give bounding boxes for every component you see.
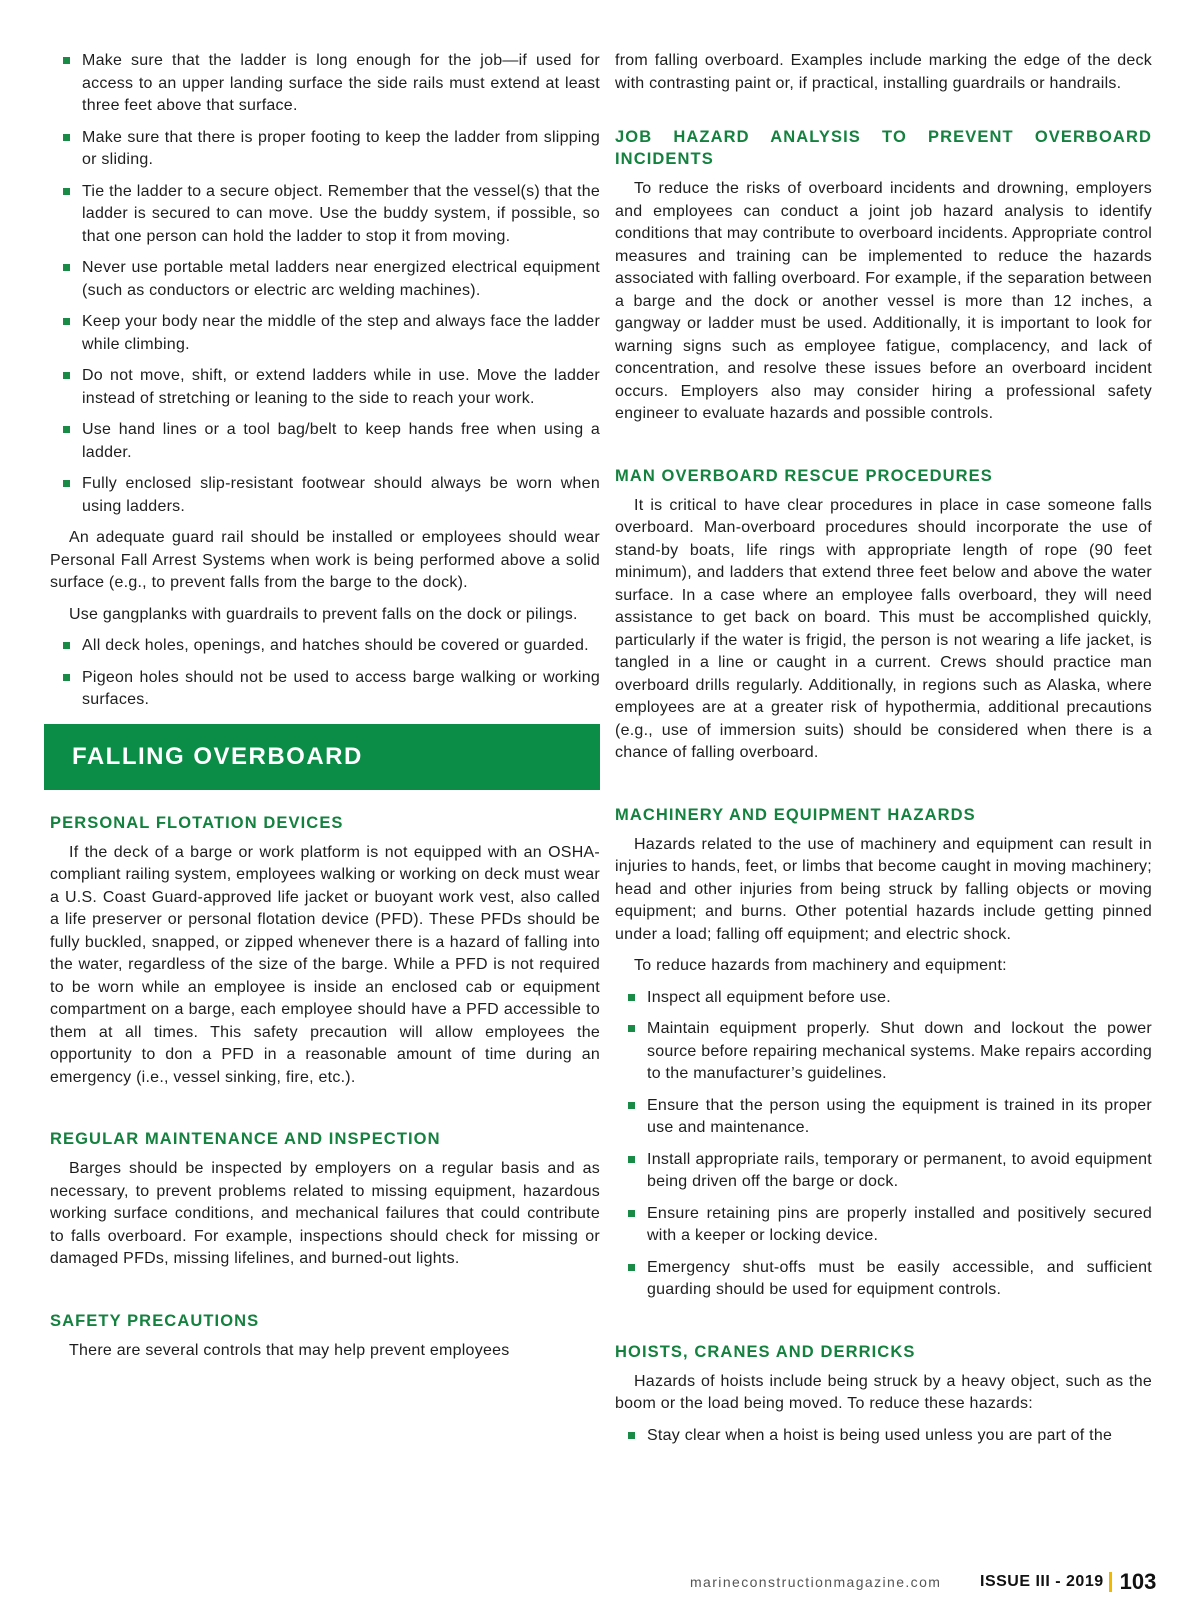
square-bullet-icon — [63, 57, 70, 64]
list-item: Tie the ladder to a secure object. Remember that the vessel(s) that the ladder is secured to can move. Use the buddy system, if possible, so that one person can hold the ladder to stop it from moving. — [50, 181, 600, 249]
list-item: Stay clear when a hoist is being used unless you are part of the — [615, 1425, 1152, 1448]
square-bullet-icon — [628, 1210, 635, 1217]
rescue-paragraph: It is critical to have clear procedures in place in case someone falls overboard. Man-overboard procedures should incorporate the use of stand-by boats, life rings with appropriate length of rope (90 feet minimum), and ladders that extend three feet below and above the water surface. In a case where an employee falls overboard, they will need assistance to get back on board. This must be accomplished quickly, particularly if the water is frigid, the person is not wearing a life jacket, is tangled in a line or caught in a current. Crews should practice man overboard drills regularly. Additionally, in regions such as Alaska, where employees are at a greater risk of hypothermia, additional precautions (e.g., use of immersion suits) should be considered when there is a chance of falling overboard. — [615, 496, 1152, 761]
gangplank-paragraph: Use gangplanks with guardrails to prevent falls on the dock or pilings. — [69, 605, 578, 623]
jha-heading: JOB HAZARD ANALYSIS TO PREVENT OVERBOARD INCIDENTS — [615, 128, 1152, 168]
square-bullet-icon — [63, 426, 70, 433]
square-bullet-icon — [63, 372, 70, 379]
square-bullet-icon — [628, 1264, 635, 1271]
list-item: Make sure that there is proper footing to keep the ladder from slipping or sliding. — [50, 127, 600, 172]
hoists-heading: HOISTS, CRANES AND DERRICKS — [615, 1342, 916, 1361]
list-item: Ensure retaining pins are properly installed and positively secured with a keeper or locking device. — [615, 1203, 1152, 1248]
square-bullet-icon — [63, 264, 70, 271]
right-column — [615, 50, 1152, 1456]
website-url: marineconstructionmagazine.com — [690, 1574, 942, 1590]
square-bullet-icon — [628, 1156, 635, 1163]
list-item: Never use portable metal ladders near energized electrical equipment (such as conductors or electric arc welding machines). — [50, 257, 600, 302]
hoists-list — [615, 1425, 1152, 1448]
machinery-paragraph: Hazards related to the use of machinery and equipment can result in injuries to hands, feet, or limbs that become caught in moving machinery; head and other injuries from being struck by falling objects or moving equipment; and burns. Other potential hazards include getting pinned under a load; falling off equipment; and electric shock. — [615, 835, 1152, 943]
square-bullet-icon — [63, 642, 70, 649]
maintenance-paragraph: Barges should be inspected by employers on a regular basis and as necessary, to prevent problems related to missing equipment, hazardous working surface conditions, and mechanical failures that could contribute to falls overboard. For example, inspections should check for missing or damaged PFDs, missing lifelines, and burned-out lights. — [50, 1160, 600, 1267]
machinery-intro: To reduce hazards from machinery and equipment: — [634, 957, 1007, 974]
list-item: Do not move, shift, or extend ladders while in use. Move the ladder instead of stretching or leaning to the side to reach your work. — [50, 365, 600, 410]
issue-label: ISSUE III - 2019 — [980, 1573, 1104, 1590]
guard-rail-paragraph: An adequate guard rail should be installed or employees should wear Personal Fall Arrest Systems when work is being performed above a solid surface (e.g., to prevent falls from the barge to the dock). — [50, 529, 600, 591]
jha-paragraph: To reduce the risks of overboard incidents and drowning, employers and employees can conduct a joint job hazard analysis to identify conditions that may contribute to overboard incidents. Appropriate control measures and training can be implemented to reduce the hazards associated with falling overboard. For example, if the separation between a barge and the dock or another vessel is more than 12 inches, a gangway or ladder must be used. Additionally, it is important to look for warning signs such as employee fatigue, complacency, and lack of concentration, and resolve these issues before an overboard incident occurs. Employers also may consider hiring a professional safety engineer to evaluate hazards and possible controls. — [615, 180, 1152, 422]
left-column — [50, 50, 600, 1371]
list-item: Use hand lines or a tool bag/belt to keep hands free when using a ladder. — [50, 419, 600, 464]
section-title: FALLING OVERBOARD — [72, 742, 363, 770]
pfd-paragraph: If the deck of a barge or work platform is not equipped with an OSHA-compliant railing system, employees walking or working on deck must wear a U.S. Coast Guard-approved life jacket or buoyant work vest, also called a life preserver or personal flotation device (PFD). These PFDs should be fully buckled, snapped, or zipped whenever there is a hazard of falling into the water, regardless of the size of the barge. While a PFD is not required to be worn while an employee is inside an enclosed cab or equipment compartment on a barge, each employee should have a PFD accessible to them at all times. This safety precaution will allow employees the opportunity to don a PFD in a reasonable amount of time during an emergency (i.e., vessel sinking, fire, etc.). — [50, 843, 600, 1086]
list-item: Maintain equipment properly. Shut down and lockout the power source before repairing mechanical systems. Make repairs according to the manufacturer’s guidelines. — [615, 1018, 1152, 1086]
ladder-safety-list — [50, 50, 600, 518]
safety-heading: SAFETY PRECAUTIONS — [50, 1311, 260, 1330]
square-bullet-icon — [63, 480, 70, 487]
square-bullet-icon — [628, 1025, 635, 1032]
machinery-heading: MACHINERY AND EQUIPMENT HAZARDS — [615, 805, 976, 824]
list-item: Pigeon holes should not be used to access barge walking or working surfaces. — [50, 667, 600, 712]
square-bullet-icon — [63, 188, 70, 195]
rescue-heading: MAN OVERBOARD RESCUE PROCEDURES — [615, 466, 993, 485]
list-item: Emergency shut-offs must be easily accessible, and sufficient guarding should be used for equipment controls. — [615, 1257, 1152, 1302]
square-bullet-icon — [63, 674, 70, 681]
list-item: Keep your body near the middle of the step and always face the ladder while climbing. — [50, 311, 600, 356]
maintenance-heading: REGULAR MAINTENANCE AND INSPECTION — [50, 1130, 441, 1148]
list-item: Fully enclosed slip-resistant footwear should always be worn when using ladders. — [50, 473, 600, 518]
square-bullet-icon — [628, 994, 635, 1001]
section-title-band — [44, 724, 600, 790]
list-item: Install appropriate rails, temporary or permanent, to avoid equipment being driven off the barge or dock. — [615, 1149, 1152, 1194]
square-bullet-icon — [63, 134, 70, 141]
list-item: Ensure that the person using the equipment is trained in its proper use and maintenance. — [615, 1095, 1152, 1140]
square-bullet-icon — [63, 318, 70, 325]
square-bullet-icon — [628, 1432, 635, 1439]
page-footer — [690, 1567, 1160, 1597]
list-item: Inspect all equipment before use. — [615, 987, 1152, 1010]
deck-safety-list — [50, 635, 600, 712]
hoists-paragraph: Hazards of hoists include being struck by a heavy object, such as the boom or the load being moved. To reduce these hazards: — [615, 1372, 1152, 1412]
footer-divider — [1109, 1572, 1112, 1592]
page-number: 103 — [1119, 1569, 1157, 1594]
square-bullet-icon — [628, 1102, 635, 1109]
list-item: Make sure that the ladder is long enough for the job—if used for access to an upper landing surface the side rails must extend at least three feet above that surface. — [50, 50, 600, 118]
pfd-heading: PERSONAL FLOTATION DEVICES — [50, 813, 344, 832]
safety-paragraph: There are several controls that may help prevent employees — [69, 1341, 510, 1359]
list-item: All deck holes, openings, and hatches should be covered or guarded. — [50, 635, 600, 658]
continued-paragraph: from falling overboard. Examples include marking the edge of the deck with contrasting paint or, if practical, installing guardrails or handrails. — [615, 52, 1152, 92]
machinery-list — [615, 987, 1152, 1302]
